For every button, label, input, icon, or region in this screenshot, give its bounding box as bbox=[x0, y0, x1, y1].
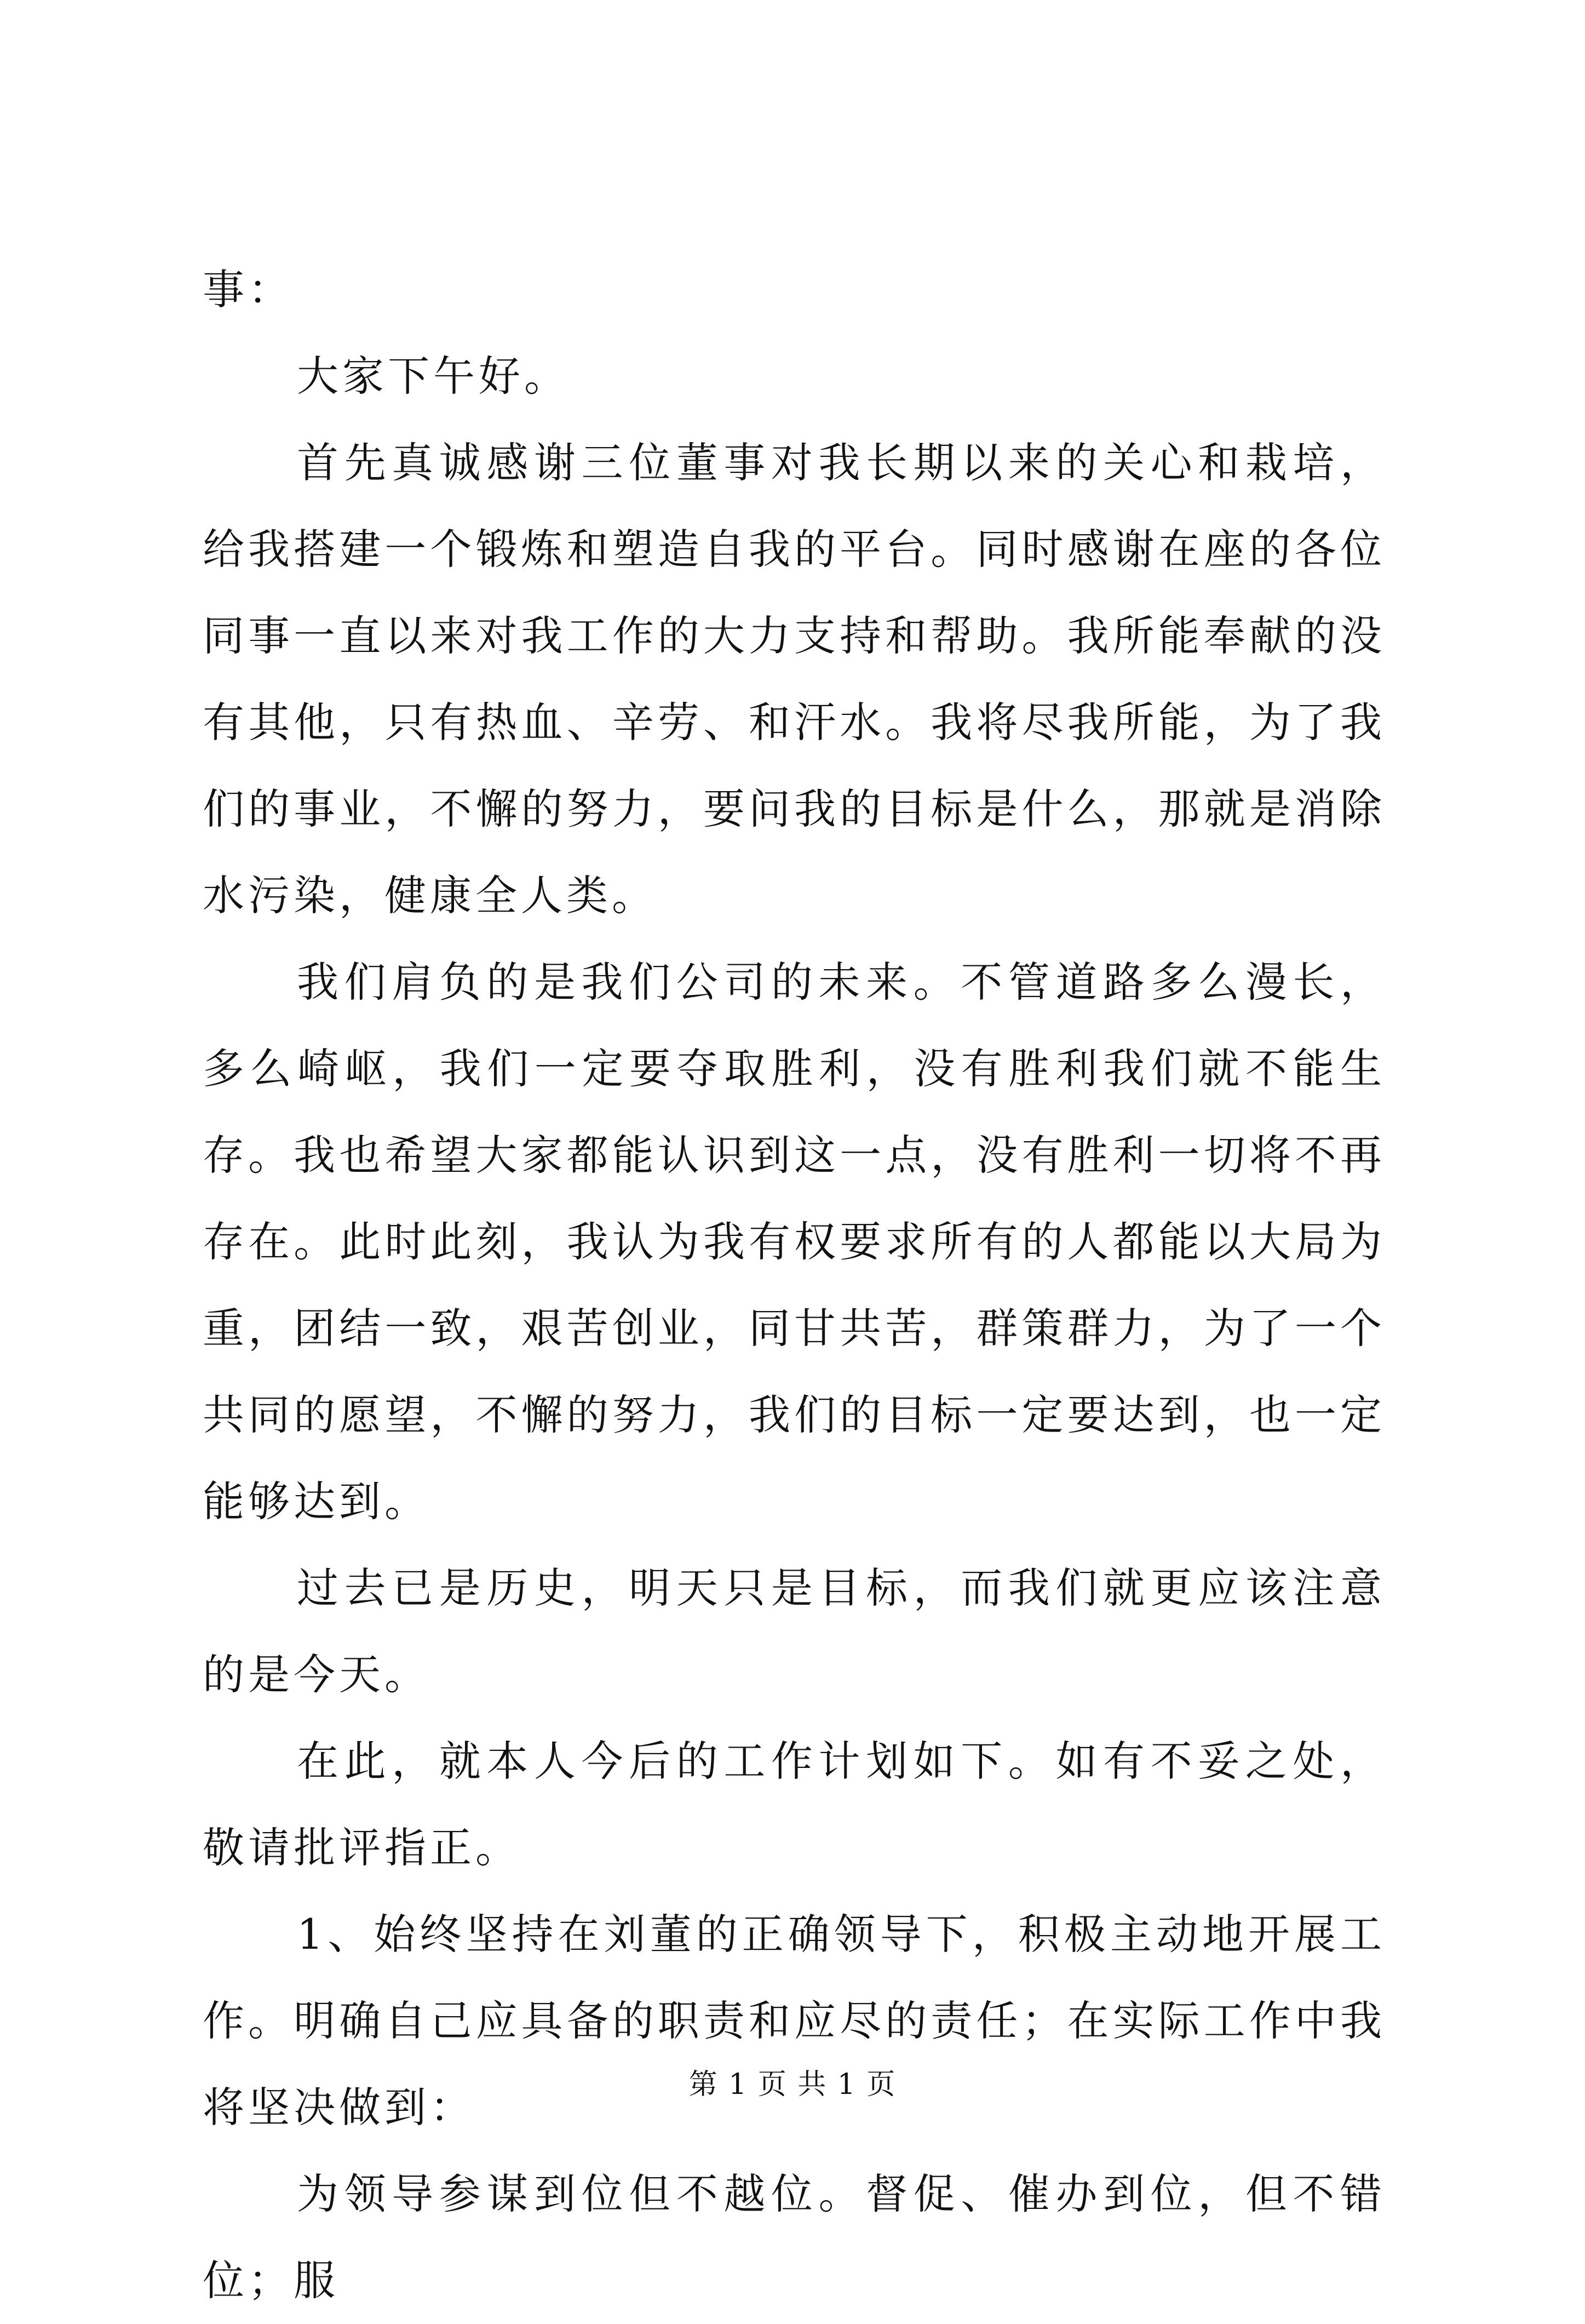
paragraph-5: 过去已是历史，明天只是目标，而我们就更应该注意的是今天。 bbox=[203, 1564, 1386, 1699]
paragraph-2: 大家下午好。 bbox=[297, 352, 570, 400]
document-body bbox=[203, 247, 1386, 2324]
page-footer: 第 1 页 共 1 页 bbox=[688, 2068, 897, 2101]
paragraph-4: 我们肩负的是我们公司的未来。不管道路多么漫长，多么崎岖，我们一定要夺取胜利，没有胜利我们就不能生存。我也希望大家都能认识到这一点，没有胜利一切将不再存在。此时此刻，我认为我有权要求所有的人都能以大局为重，团结一致，艰苦创业，同甘共苦，群策群力，为了一个共同的愿望，不懈的努力，我们的目标一定要达到，也一定能够达到。 bbox=[203, 958, 1386, 1526]
paragraph-3: 首先真诚感谢三位董事对我长期以来的关心和栽培，给我搭建一个锻炼和塑造自我的平台。同时感谢在座的各位同事一直以来对我工作的大力支持和帮助。我所能奉献的没有其他，只有热血、辛劳、和汗水。我将尽我所能，为了我们的事业，不懈的努力，要问我的目标是什么，那就是消除水污染，健康全人类。 bbox=[203, 438, 1386, 920]
paragraph-6: 在此，就本人今后的工作计划如下。如有不妥之处，敬请批评指正。 bbox=[203, 1737, 1386, 1872]
paragraph-1: 事： bbox=[203, 265, 294, 314]
paragraph-8: 为领导参谋到位但不越位。督促、催办到位，但不错位；服 bbox=[203, 2170, 1386, 2305]
paragraph-7: 1、始终坚持在刘董的正确领导下，积极主动地开展工作。明确自己应具备的职责和应尽的责任；在实际工作中我将坚决做到： bbox=[203, 1910, 1386, 2132]
